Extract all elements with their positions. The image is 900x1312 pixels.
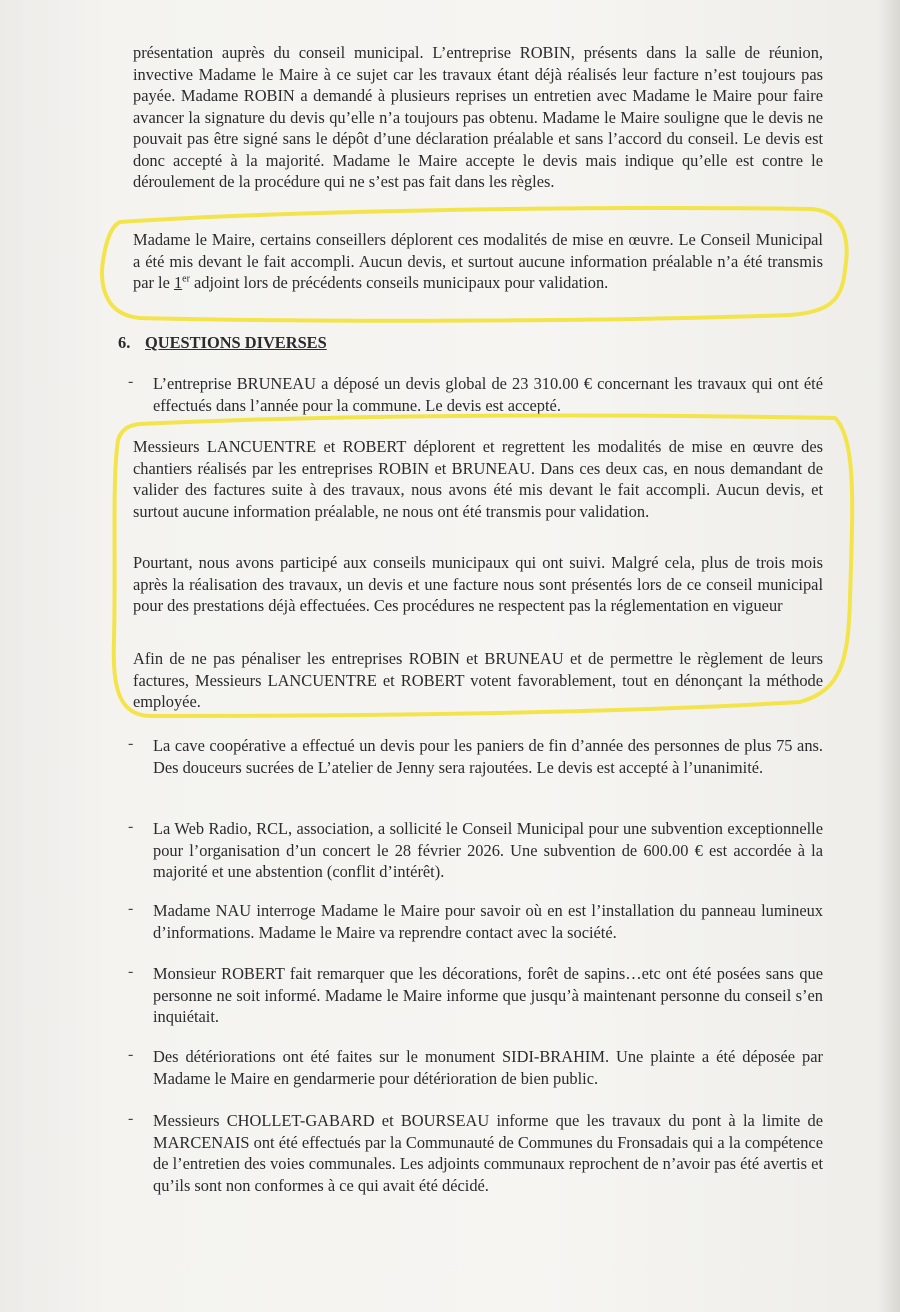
- bullet-dash: -: [128, 373, 134, 390]
- paragraph-pourtant: Pourtant, nous avons participé aux conseils municipaux qui ont suivi. Malgré cela, plus de trois mois après la réalisation des travaux, un devis et une facture nous sont présentés lors de ce conseil municipal pour des prestations déjà effectuées. Ces procédures ne respectent pas la réglementation en vigueur: [133, 553, 823, 615]
- bullet-dash: -: [128, 963, 134, 980]
- highlight1-text-before: Madame le Maire, certains conseillers déplorent ces modalités de mise en œuvre. Le Conseil Municipal a été mis devant le fait accompli. Aucun devis, et surtout aucune information préalable n’a été transmis par le: [133, 230, 823, 292]
- bullet-dash: -: [128, 900, 134, 917]
- paragraph-lancuentre-robert: Messieurs LANCUENTRE et ROBERT déplorent et regrettent les modalités de mise en œuvre des chantiers réalisés par les entreprises ROBIN et BRUNEAU. Dans ces deux cas, en nous demandant de valider des factures suite à des travaux, nous avons été mis devant le fait accompli. Aucun devis, et surtout aucune information préalable, ne nous ont été transmis pour validation.: [133, 437, 823, 521]
- bullet-cave-cooperative: La cave coopérative a effectué un devis pour les paniers de fin d’année des personnes de plus 75 ans. Des douceurs sucrées de L’atelier de Jenny sera rajoutées. Le devis est accepté à l’unanimité.: [153, 736, 823, 777]
- ordinal-suffix: er: [182, 273, 190, 285]
- paragraph-afin: Afin de ne pas pénaliser les entreprises ROBIN et BRUNEAU et de permettre le règlement de leurs factures, Messieurs LANCUENTRE et ROBERT votent favorablement, tout en dénonçant la méthode employée.: [133, 649, 823, 711]
- highlight1-text-after: adjoint lors de précédents conseils municipaux pour validation.: [189, 273, 609, 292]
- ordinal-number: 1: [173, 273, 183, 292]
- bullet-dash: -: [128, 735, 134, 752]
- bullet-chollet-gabard: Messieurs CHOLLET-GABARD et BOURSEAU informe que les travaux du pont à la limite de MARCENAIS ont été effectués par la Communauté de Communes du Fronsadais qui a la compétence de l’entretien des voies communales. Les adjoints communaux reprochent de n’avoir pas été avertis et qu’ils sont non conformes à ce qui avait été décidé.: [153, 1111, 823, 1195]
- bullet-dash: -: [128, 1046, 134, 1063]
- bullet-madame-nau: Madame NAU interroge Madame le Maire pour savoir où en est l’installation du panneau lumineux d’informations. Madame le Maire va reprendre contact avec la société.: [153, 901, 823, 942]
- bullet-sidi-brahim: Des détériorations ont été faites sur le monument SIDI-BRAHIM. Une plainte a été déposée par Madame le Maire en gendarmerie pour détérioration de bien public.: [153, 1047, 823, 1088]
- bullet-bruneau: L’entreprise BRUNEAU a déposé un devis global de 23 310.00 € concernant les travaux qui ont été effectués dans l’année pour la commune. Le devis est accepté.: [153, 374, 823, 415]
- section-number: 6.: [118, 333, 131, 352]
- bullet-monsieur-robert: Monsieur ROBERT fait remarquer que les décorations, forêt de sapins…etc ont été posées sans que personne ne soit informé. Madame le Maire informe que jusqu’à maintenant personne du conseil s’en inquiétait.: [153, 964, 823, 1026]
- section-heading: [118, 333, 327, 353]
- bullet-dash: -: [128, 1110, 134, 1127]
- page-edge-shadow: [878, 0, 900, 1312]
- bullet-dash: -: [128, 818, 134, 835]
- bullet-web-radio: La Web Radio, RCL, association, a sollicité le Conseil Municipal pour une subvention exceptionnelle pour l’organisation d’un concert le 28 février 2026. Une subvention de 600.00 € est accordée à la majorité et une abstention (conflit d’intérêt).: [153, 819, 823, 881]
- paragraph-robin-devis: présentation auprès du conseil municipal. L’entreprise ROBIN, présents dans la salle de réunion, invective Madame le Maire à ce sujet car les travaux étant déjà réalisés leur facture n’est toujours pas payée. Madame ROBIN a demandé à plusieurs reprises un entretien avec Madame le Maire pour faire avancer la signature du devis qu’elle n’a toujours pas obtenu. Madame le Maire souligne que le devis ne pouvait pas être signé sans le dépôt d’une déclaration préalable et sans l’accord du conseil. Le devis est donc accepté à la majorité. Madame le Maire accepte le devis mais indique qu’elle est contre le déroulement de la procédure qui ne s’est pas fait dans les règles.: [133, 43, 823, 191]
- paragraph-highlighted-adjoint: [133, 229, 823, 294]
- section-title: QUESTIONS DIVERSES: [145, 333, 327, 352]
